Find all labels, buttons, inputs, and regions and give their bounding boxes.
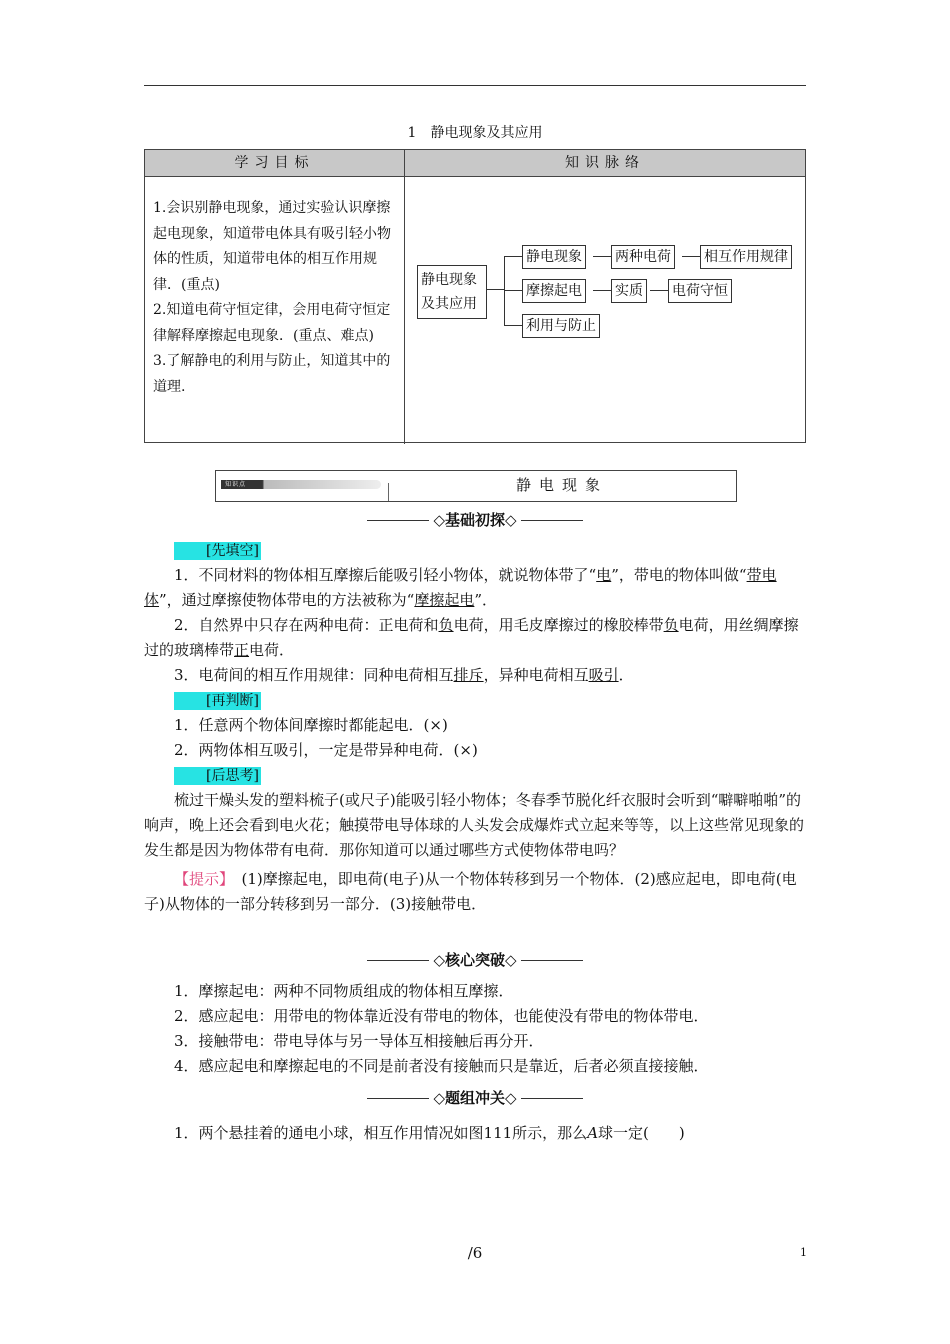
header-rule xyxy=(144,85,806,86)
mindmap-node: 电荷守恒 xyxy=(668,279,732,303)
mindmap-connector xyxy=(487,289,504,290)
core-item: 4．感应起电和摩擦起电的不同是前者没有接触而只是靠近，后者必须直接接触． xyxy=(174,1057,709,1075)
core-item: 1．摩擦起电：两种不同物质组成的物体相互摩擦． xyxy=(174,982,514,1000)
mindmap-node: 实质 xyxy=(611,279,647,303)
tag-judge: [再判断] xyxy=(174,692,261,710)
banner-title: 静电现象 xyxy=(515,476,608,494)
fill-section xyxy=(144,538,806,917)
section-title: 核心突破 xyxy=(444,951,505,969)
objectives-table xyxy=(144,149,806,443)
mindmap-node: 摩擦起电 xyxy=(522,279,586,303)
think-paragraph: 梳过干燥头发的塑料梳子(或尺子)能吸引轻小物体；冬春季节脱化纤衣服时会听到“噼噼啪啪”的响声，晚上还会看到电火花；触摸带电导体球的人头发会成爆炸式立起来等等，以上这些常见现象的发生都是因为物体带有电荷．那你知道可以通过哪些方式使物体带电吗？ xyxy=(144,791,805,859)
core-item: 3．接触带电：带电导体与另一导体互相接触后再分开． xyxy=(174,1032,544,1050)
mindmap-connector xyxy=(593,256,611,257)
mindmap-node: 相互作用规律 xyxy=(700,245,792,269)
mindmap-connector xyxy=(650,290,668,291)
section-title: 基础初探 xyxy=(444,511,505,529)
mindmap-connector xyxy=(504,325,522,326)
mindmap-connector xyxy=(504,290,522,291)
page-title: 1 静电现象及其应用 xyxy=(407,125,543,141)
mindmap-node: 静电现象 xyxy=(522,245,586,269)
judge-item: 1．任意两个物体间摩擦时都能起电．(×) xyxy=(174,716,448,734)
section-divider: ◇核心突破◇ xyxy=(0,949,950,970)
mindmap-node: 两种电荷 xyxy=(611,245,675,269)
fill-item: 3．电荷间的相互作用规律：同种电荷相互排斥，异种电荷相互吸引． xyxy=(174,666,634,684)
core-item: 2．感应起电：用带电的物体靠近没有带电的物体，也能使没有带电的物体带电． xyxy=(174,1007,709,1025)
banner-tag-label: 知识点 xyxy=(225,481,247,488)
hint-label: 【提示】 xyxy=(174,870,235,888)
fill-item: 2．自然界中只存在两种电荷：正电荷和负电荷，用毛皮摩擦过的橡胶棒带负电荷，用丝绸摩擦过的玻璃棒带正电荷． xyxy=(144,616,799,659)
fill-item: 1．不同材料的物体相互摩擦后能吸引轻小物体，就说物体带了“电”，带电的物体叫做“带电体”，通过摩擦使物体带电的方法被称为“摩擦起电”． xyxy=(144,566,777,609)
goal-item: 1.会识别静电现象，通过实验认识摩擦起电现象，知道带电体具有吸引轻小物体的性质，知道带电体的相互作用规律．(重点) xyxy=(153,200,391,293)
mindmap-connector xyxy=(682,256,700,257)
goal-item: 3.了解静电的利用与防止，知道其中的道理. xyxy=(153,353,391,395)
header-knowledge-map: 知识脉络 xyxy=(405,150,805,177)
tag-fill: [先填空] xyxy=(174,542,261,560)
section-banner xyxy=(215,470,737,502)
question-item: 1．两个悬挂着的通电小球，相互作用情况如图111所示，那么A球一定( ) xyxy=(174,1124,685,1142)
page-number: 1 xyxy=(800,1246,807,1259)
learning-goals xyxy=(153,196,397,400)
core-section xyxy=(144,979,806,1079)
mindmap-root: 静电现象及其应用 xyxy=(417,265,487,319)
section-title: 题组冲关 xyxy=(444,1089,505,1107)
section-divider: ◇题组冲关◇ xyxy=(0,1087,950,1108)
page-footer: /6 xyxy=(467,1244,483,1262)
hint-paragraph: 【提示】 (1)摩擦起电，即电荷(电子)从一个物体转移到另一个物体．(2)感应起电，即电荷(电子)从物体的一部分转移到另一部分．(3)接触带电． xyxy=(144,870,797,913)
mindmap-connector xyxy=(504,256,505,326)
mindmap-connector xyxy=(593,290,611,291)
header-learning-goals: 学习目标 xyxy=(145,150,405,177)
tag-think: [后思考] xyxy=(174,767,261,785)
mindmap-node: 利用与防止 xyxy=(522,314,600,338)
section-divider: ◇基础初探◇ xyxy=(0,509,950,530)
table-divider xyxy=(404,177,405,444)
judge-item: 2．两物体相互吸引，一定是带异种电荷．(×) xyxy=(174,741,478,759)
goal-item: 2.知道电荷守恒定律，会用电荷守恒定律解释摩擦起电现象．(重点、难点) xyxy=(153,302,391,344)
mindmap-connector xyxy=(504,256,522,257)
question-section xyxy=(144,1121,806,1146)
